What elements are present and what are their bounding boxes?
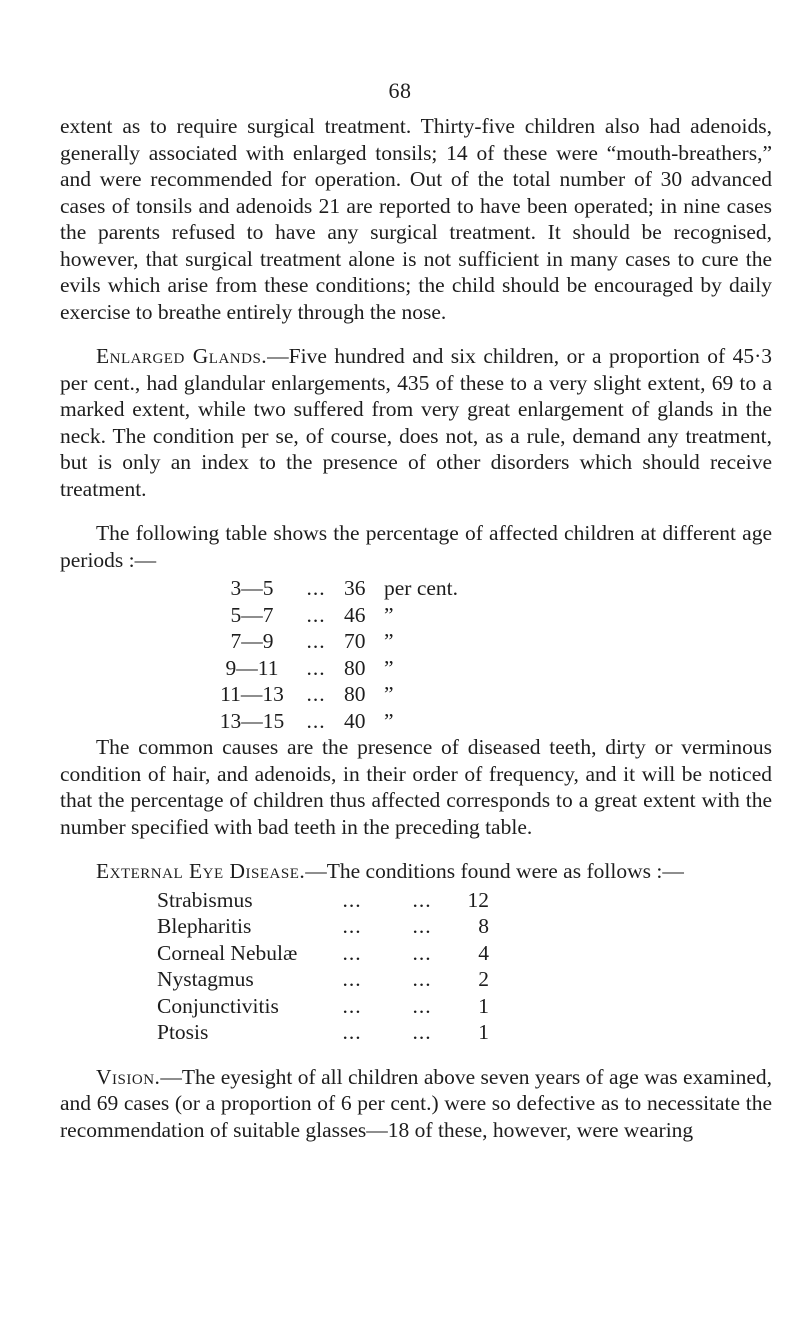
table-row: [216, 655, 484, 682]
case-count-cell: 8: [478, 914, 489, 938]
leader-dots: ...: [306, 655, 326, 680]
leader-dots: ...: [412, 1020, 432, 1044]
leader-dots: ...: [412, 914, 432, 938]
percentage-value-cell: 36: [344, 576, 366, 600]
table-row: [216, 628, 484, 655]
percentage-value-cell: 80: [344, 682, 366, 706]
paragraph-common-causes: The common causes are the presence of diseased teeth, dirty or verminous condition of hair, and adenoids, in their order of frequency, and it will be noticed that the percentage of children thus affected corresponds to a great extent with the number specified with bad teeth in the preceding table.: [60, 735, 772, 839]
leader-dots: ...: [306, 602, 326, 627]
percentage-value-cell: 80: [344, 655, 366, 680]
age-range-cell: 13—15: [219, 708, 285, 733]
section-heading-vision: Vision.: [96, 1064, 161, 1089]
age-percentage-table: [216, 575, 484, 734]
case-count-cell: 12: [467, 887, 489, 912]
leader-dots: ...: [306, 576, 326, 600]
paragraph-enlarged-glands: [60, 343, 772, 502]
unit-cell: ”: [384, 629, 394, 653]
section-heading-external-eye-disease: External Eye Disease.: [96, 859, 306, 883]
unit-cell: ”: [384, 602, 394, 627]
paragraph-external-eye-disease: [60, 858, 772, 885]
eye-condition-cell: Nystagmus: [157, 967, 254, 991]
page-number: 68: [388, 78, 412, 103]
eye-condition-cell: Conjunctivitis: [157, 993, 279, 1018]
table-row: [216, 708, 484, 735]
case-count-cell: 4: [478, 940, 489, 965]
case-count-cell: 1: [478, 993, 489, 1018]
table-row: [157, 993, 489, 1020]
age-range-cell: 9—11: [225, 655, 279, 680]
eye-condition-cell: Ptosis: [157, 1020, 209, 1044]
age-range-cell: 3—5: [230, 576, 274, 600]
unit-cell: ”: [384, 682, 394, 706]
leader-dots: ...: [306, 682, 326, 706]
external-eye-disease-text: —The conditions found were as follows :—: [305, 859, 684, 883]
paragraph-tonsils-adenoids: extent as to require surgical treatment. Thirty-five children also had adenoids, generally associated with enlarged tonsils; 14 of these were “mouth-breathers,” and were recommended for operation. Out of the total number of 30 advanced cases of tonsils and adenoids 21 are reported to have been operated; in nine cases the parents refused to have any surgical treatment. It should be recognised, however, that surgical treatment alone is not sufficient in many cases to cure the evils which arise from these conditions; the child should be encouraged by daily exercise to breathe entirely through the nose.: [60, 114, 772, 324]
table-row: [157, 887, 489, 914]
vision-text: —The eyesight of all children above seven years of age was examined, and 69 cases (or a proportion of 6 per cent.) were so defective as to necessitate the recommendation of suitable glasses—18 of these, however, were wearing: [60, 1064, 772, 1142]
age-range-cell: 11—13: [220, 682, 284, 706]
table-row: [157, 966, 489, 993]
table-row: [157, 913, 489, 940]
case-count-cell: 2: [478, 967, 489, 991]
table-row: [216, 575, 484, 602]
percentage-value-cell: 46: [344, 602, 366, 627]
leader-dots: ...: [342, 940, 362, 965]
leader-dots: ...: [306, 629, 326, 653]
page-content: [60, 113, 772, 1143]
case-count-cell: 1: [478, 1020, 489, 1044]
table-row: [157, 1019, 489, 1046]
leader-dots: ...: [412, 993, 432, 1018]
paragraph-age-table-intro: The following table shows the percentage of affected children at different age periods :—: [60, 521, 772, 572]
section-heading-enlarged-glands: Enlarged Glands.: [96, 344, 268, 368]
unit-cell: per cent.: [384, 576, 459, 600]
leader-dots: ...: [342, 887, 362, 912]
eye-condition-cell: Corneal Nebulæ: [157, 940, 298, 965]
unit-cell: ”: [384, 655, 394, 680]
age-range-cell: 7—9: [230, 629, 274, 653]
age-range-cell: 5—7: [230, 602, 274, 627]
table-row: [216, 681, 484, 708]
leader-dots: ...: [412, 887, 432, 912]
leader-dots: ...: [342, 993, 362, 1018]
leader-dots: ...: [412, 967, 432, 991]
leader-dots: ...: [342, 914, 362, 938]
eye-conditions-table: [157, 887, 489, 1046]
table-row: [157, 940, 489, 967]
paragraph-vision: [60, 1064, 772, 1144]
percentage-value-cell: 70: [344, 629, 366, 653]
eye-condition-cell: Strabismus: [157, 887, 253, 912]
unit-cell: ”: [384, 708, 394, 733]
leader-dots: ...: [342, 1020, 362, 1044]
leader-dots: ...: [412, 940, 432, 965]
enlarged-glands-text: —Five hundred and six children, or a proportion of 45·3 per cent., had glandular enlargements, 435 of these to a very slight extent, 69 to a marked extent, while two suffered from very great enlargement of glands in the neck. The condition per se, of course, does not, as a rule, demand any treatment, but is only an index to the presence of other disorders which should receive treatment.: [60, 344, 772, 501]
eye-condition-cell: Blepharitis: [157, 914, 252, 938]
leader-dots: ...: [342, 967, 362, 991]
table-row: [216, 602, 484, 629]
leader-dots: ...: [306, 708, 326, 733]
percentage-value-cell: 40: [344, 708, 366, 733]
